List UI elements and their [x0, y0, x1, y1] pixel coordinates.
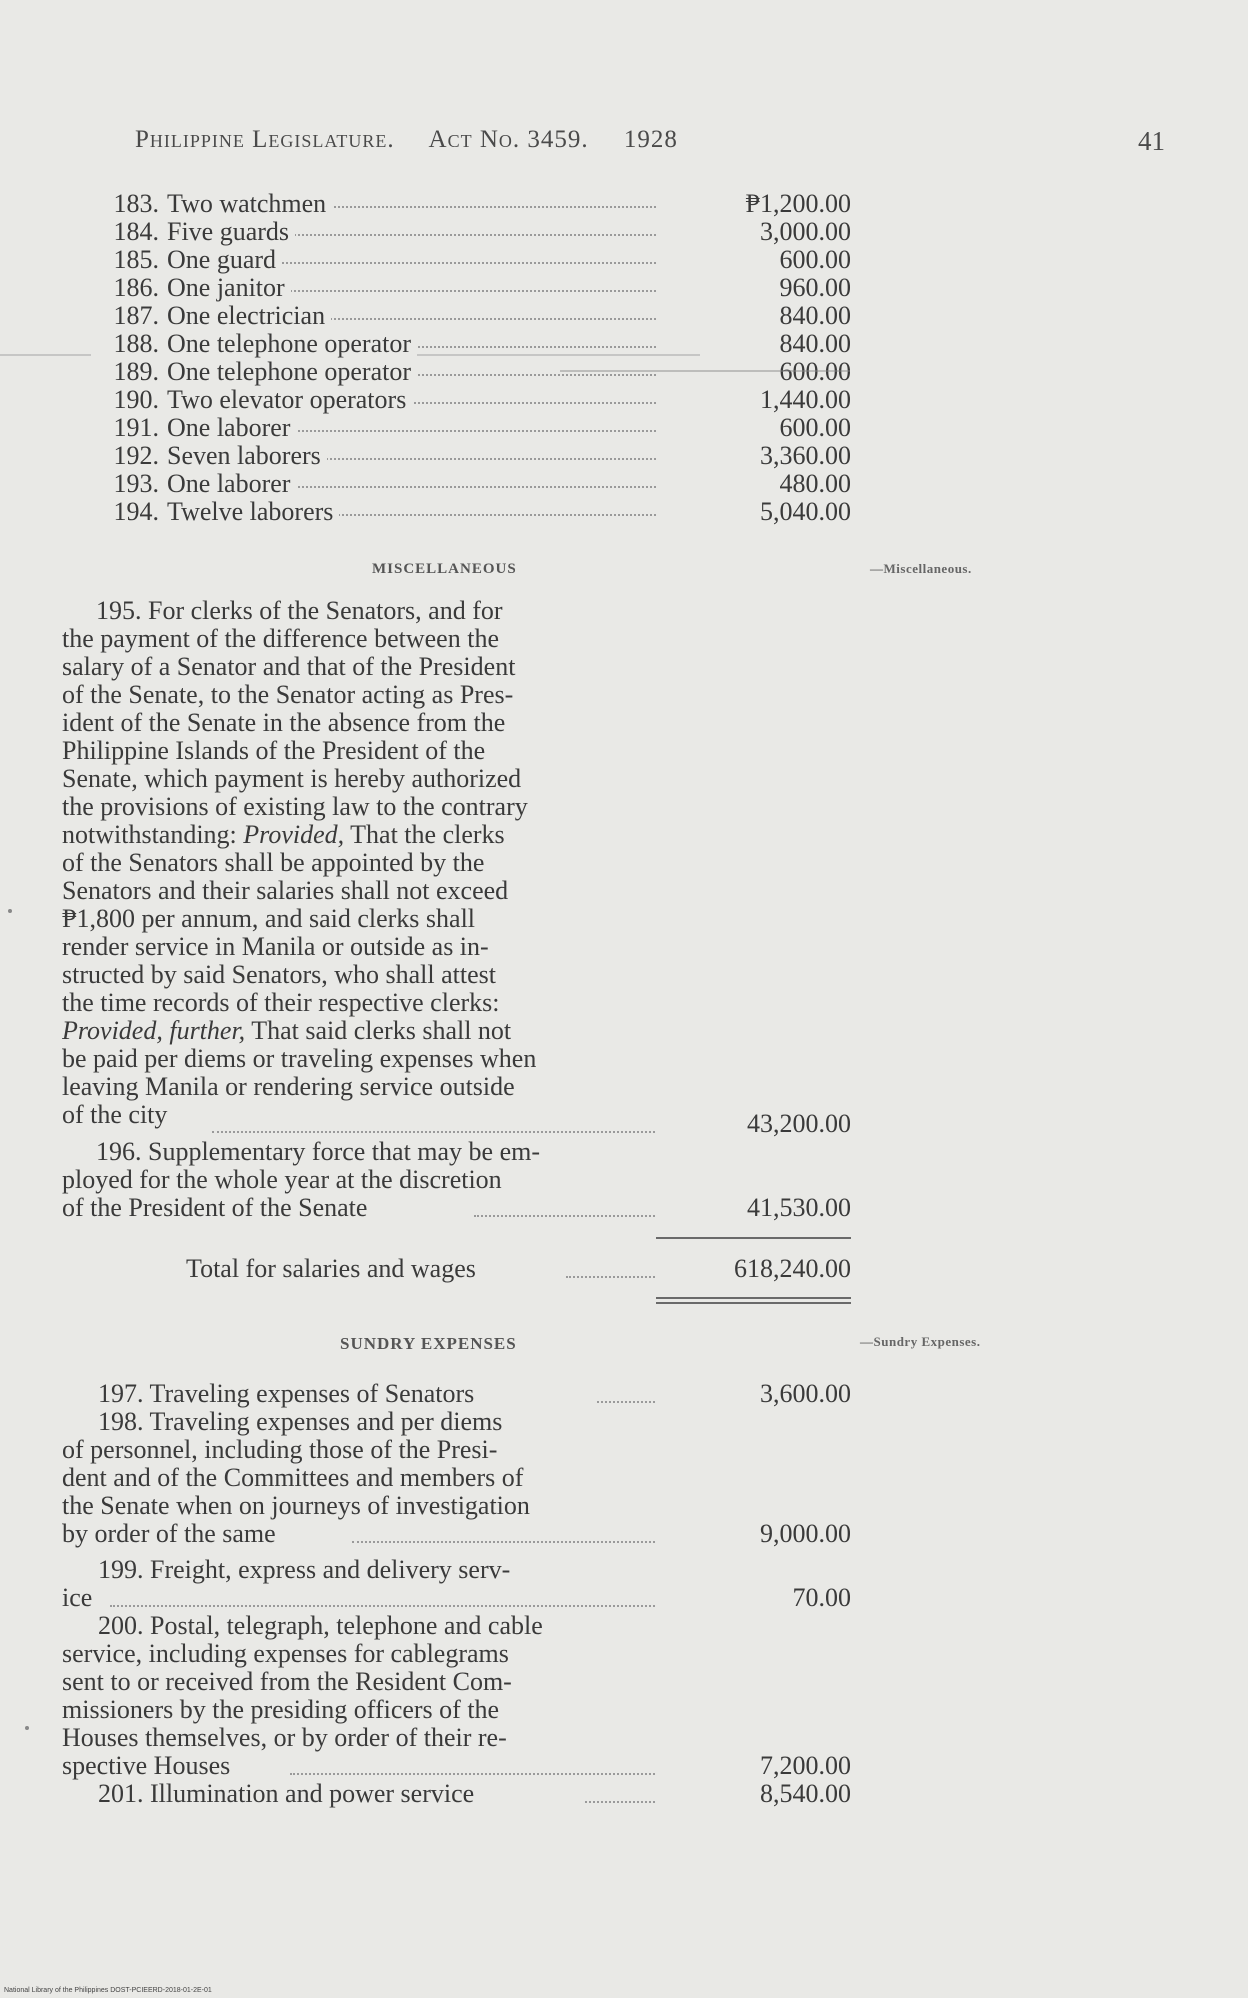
item-200-text	[62, 1612, 657, 1780]
item-200-line: missioners by the presiding officers of the	[62, 1696, 500, 1724]
scan-speck	[8, 909, 12, 913]
leader-dots	[585, 1801, 655, 1803]
entry-amount: 3,360.00	[760, 441, 851, 470]
entry-amount: 480.00	[779, 469, 851, 498]
provided-word: Provided,	[243, 821, 345, 849]
entry-text	[91, 330, 417, 358]
item-198-line: of personnel, including those of the Presi-	[62, 1436, 498, 1464]
entry-amount: 600.00	[779, 245, 851, 274]
entry-text	[91, 498, 339, 526]
header-year: 1928	[623, 126, 678, 153]
leader-dots	[352, 1541, 655, 1543]
entry-amount: 840.00	[779, 301, 851, 330]
running-header	[135, 126, 1165, 166]
item-195-line: ident of the Senate in the absence from the	[62, 709, 506, 737]
item-200-line: 200. Postal, telegraph, telephone and cable	[98, 1612, 543, 1640]
provided-pre: notwithstanding:	[62, 821, 244, 849]
page-number: 41	[1138, 126, 1165, 156]
salary-entry-row	[91, 498, 851, 526]
entry-number: 192.	[113, 441, 159, 470]
entry-text	[91, 246, 282, 274]
salary-entry-row	[91, 386, 851, 414]
salary-entry-row	[91, 274, 851, 302]
entry-number: 183.	[113, 189, 159, 218]
item-196-text	[62, 1138, 657, 1222]
item-195-line: salary of a Senator and that of the President	[62, 653, 516, 681]
entry-text	[91, 218, 295, 246]
entry-amount: 600.00	[779, 357, 851, 386]
item-195-line: Senators and their salaries shall not exceed	[62, 877, 509, 905]
item-197-text	[62, 1380, 657, 1408]
entry-number: 193.	[113, 469, 159, 498]
item-195-line: the payment of the difference between the	[62, 625, 499, 653]
provided-further-word: Provided, further,	[62, 1017, 246, 1045]
item-201-text	[62, 1780, 657, 1808]
entry-label: One laborer	[167, 469, 291, 498]
entry-number: 190.	[113, 385, 159, 414]
item-195-line: the time records of their respective clerks:	[62, 989, 500, 1017]
header-act: Act No. 3459.	[428, 126, 589, 153]
entry-number: 191.	[113, 413, 159, 442]
entry-number: 194.	[113, 497, 159, 526]
item-196-line: 196. Supplementary force that may be em-	[96, 1138, 541, 1166]
entry-label: Five guards	[167, 217, 290, 246]
item-198-line: the Senate when on journeys of investigation	[62, 1492, 530, 1520]
salary-entry-row	[91, 302, 851, 330]
entry-text	[91, 274, 291, 302]
item-198-text	[62, 1408, 657, 1548]
item-198-last-line: by order of the same	[62, 1520, 276, 1548]
entry-label: One electrician	[167, 301, 326, 330]
total-amount: 618,240.00	[734, 1254, 851, 1283]
entry-label: One laborer	[167, 413, 291, 442]
item-196-line: ployed for the whole year at the discretion	[62, 1166, 502, 1194]
item-200-last-line: spective Houses	[62, 1752, 231, 1780]
total-rule	[656, 1237, 851, 1239]
total-label: Total for salaries and wages	[186, 1254, 476, 1283]
entry-label: One janitor	[167, 273, 285, 302]
item-195-line: be paid per diems or traveling expenses when	[62, 1045, 537, 1073]
entry-number: 186.	[113, 273, 159, 302]
item-195-line: Philippine Islands of the President of the	[62, 737, 486, 765]
salary-entry-row	[91, 414, 851, 442]
item-197-amount: 3,600.00	[760, 1379, 851, 1408]
entry-text	[91, 470, 296, 498]
item-195-further-line	[62, 1017, 657, 1045]
entry-number: 184.	[113, 217, 159, 246]
salary-entries	[91, 190, 851, 526]
header-legislature: Philippine Legislature.	[135, 126, 395, 153]
salary-entry-row	[91, 246, 851, 274]
salary-entry-row	[91, 218, 851, 246]
misc-margin-note: —Miscellaneous.	[870, 561, 972, 576]
entry-number: 189.	[113, 357, 159, 386]
item-199-text	[62, 1556, 657, 1612]
scan-footer: National Library of the Philippines DOST-PCIEERD-2018-01-2E-01	[4, 1987, 212, 1994]
item-199-amount: 70.00	[792, 1583, 851, 1612]
item-200-line: service, including expenses for cablegrams	[62, 1640, 509, 1668]
sundry-margin-note: —Sundry Expenses.	[860, 1334, 981, 1349]
item-195-line: ₱1,800 per annum, and said clerks shall	[62, 905, 476, 933]
scan-artifact-line	[560, 370, 850, 372]
entry-text	[91, 190, 332, 218]
leader-dots	[566, 1276, 655, 1278]
salary-entry-row	[91, 470, 851, 498]
double-rule	[656, 1297, 851, 1299]
entry-label: One guard	[167, 245, 277, 274]
entry-label: Seven laborers	[167, 441, 321, 470]
provided-post: That the clerks	[344, 821, 505, 849]
item-195-line: the provisions of existing law to the contrary	[62, 793, 528, 821]
entry-label: Two elevator operators	[167, 385, 407, 414]
scan-speck	[25, 1726, 29, 1730]
item-195-line: 195. For clerks of the Senators, and for	[96, 597, 503, 625]
entry-text	[91, 414, 296, 442]
item-195-line: render service in Manila or outside as in-	[62, 933, 489, 961]
entry-number: 187.	[113, 301, 159, 330]
item-200-line: Houses themselves, or by order of their re-	[62, 1724, 507, 1752]
entry-amount: 960.00	[779, 273, 851, 302]
item-200-amount: 7,200.00	[760, 1751, 851, 1780]
entry-text	[91, 358, 417, 386]
item-201-amount: 8,540.00	[760, 1779, 851, 1808]
item-195-amount: 43,200.00	[747, 1109, 851, 1138]
entry-amount: 3,000.00	[760, 217, 851, 246]
entry-label: Twelve laborers	[167, 497, 334, 526]
entry-amount: 600.00	[779, 413, 851, 442]
entry-label: One telephone operator	[167, 357, 412, 386]
item-199-last-line: ice	[62, 1584, 93, 1612]
entry-label: One telephone operator	[167, 329, 412, 358]
item-195-line: leaving Manila or rendering service outside	[62, 1073, 515, 1101]
leader-dots	[597, 1401, 655, 1403]
item-195-provided-line	[62, 821, 657, 849]
provided-further-post: That said clerks shall not	[245, 1017, 512, 1045]
item-198-line: 198. Traveling expenses and per diems	[98, 1408, 503, 1436]
item-195-line: of the Senate, to the Senator acting as Pres-	[62, 681, 514, 709]
double-rule	[656, 1302, 851, 1304]
item-199-line: 199. Freight, express and delivery serv-	[98, 1556, 511, 1584]
entry-amount: 840.00	[779, 329, 851, 358]
entry-text	[91, 302, 331, 330]
item-195-line: Senate, which payment is hereby authorized	[62, 765, 522, 793]
item-200-line: sent to or received from the Resident Com-	[62, 1668, 512, 1696]
leader-dots	[290, 1773, 655, 1775]
leader-dots	[110, 1605, 655, 1607]
item-195-text	[62, 597, 657, 1129]
item-196-amount: 41,530.00	[747, 1193, 851, 1222]
item-197-line: 197. Traveling expenses of Senators	[98, 1380, 475, 1408]
sundry-heading: SUNDRY EXPENSES	[340, 1334, 517, 1353]
item-201-line: 201. Illumination and power service	[98, 1780, 475, 1808]
item-195-line: of the Senators shall be appointed by the	[62, 849, 485, 877]
entry-amount: ₱1,200.00	[745, 189, 851, 218]
entry-text	[91, 442, 327, 470]
item-195-last-line: of the city	[62, 1101, 168, 1129]
leader-dots	[474, 1215, 655, 1217]
entry-number: 188.	[113, 329, 159, 358]
item-198-line: dent and of the Committees and members of	[62, 1464, 524, 1492]
item-198-amount: 9,000.00	[760, 1519, 851, 1548]
misc-heading: MISCELLANEOUS	[372, 561, 517, 577]
entry-text	[91, 386, 412, 414]
leader-dots	[212, 1131, 655, 1133]
salary-entry-row	[91, 190, 851, 218]
entry-amount: 1,440.00	[760, 385, 851, 414]
entry-amount: 5,040.00	[760, 497, 851, 526]
salary-entry-row	[91, 358, 851, 386]
item-195-line: structed by said Senators, who shall attest	[62, 961, 496, 989]
item-196-last-line: of the President of the Senate	[62, 1194, 368, 1222]
entry-number: 185.	[113, 245, 159, 274]
salary-entry-row	[91, 442, 851, 470]
entry-label: Two watchmen	[167, 189, 327, 218]
